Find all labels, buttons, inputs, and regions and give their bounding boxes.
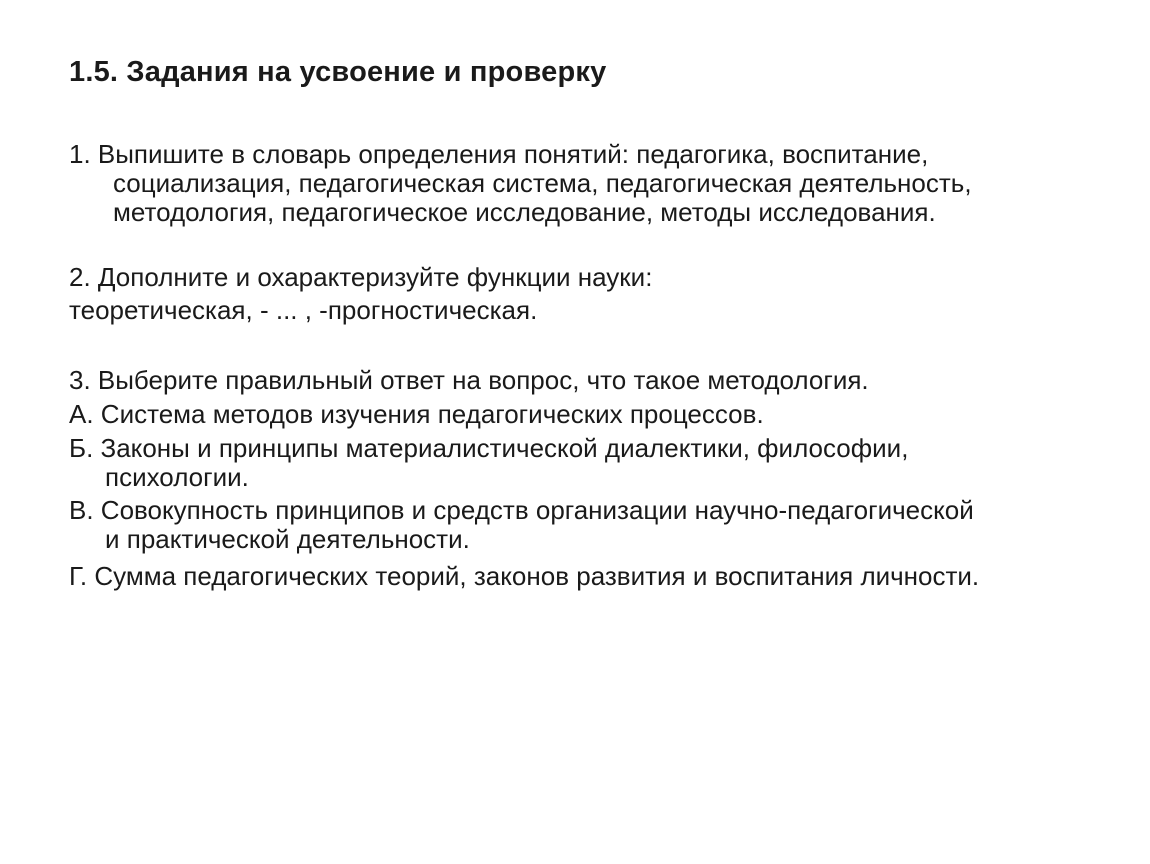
page-title: 1.5. Задания на усвоение и проверку bbox=[69, 56, 607, 88]
task-2 bbox=[69, 263, 652, 292]
task-2-line-2: теоретическая, - ... , -прогностическая. bbox=[69, 295, 538, 325]
answer-option-a-text: А. Система методов изучения педагогических процессов. bbox=[69, 399, 764, 429]
task-1-line-2: социализация, педагогическая система, педагогическая деятельность, bbox=[113, 168, 972, 198]
answer-option-b-line-2: психологии. bbox=[105, 462, 249, 492]
task-2-line-1: 2. Дополните и охарактеризуйте функции науки: bbox=[69, 262, 653, 292]
task-1-line-3: методология, педагогическое исследование, методы исследования. bbox=[113, 197, 936, 227]
answer-option-b bbox=[69, 434, 908, 492]
task-3-question-text: 3. Выберите правильный ответ на вопрос, что такое методология. bbox=[69, 365, 869, 395]
answer-option-a bbox=[69, 400, 764, 429]
answer-option-b-line-1: Б. Законы и принципы материалистической диалектики, философии, bbox=[69, 433, 909, 463]
answer-option-v-line-2: и практической деятельности. bbox=[105, 524, 470, 554]
answer-option-g-text: Г. Сумма педагогических теорий, законов развития и воспитания личности. bbox=[69, 561, 980, 591]
task-1 bbox=[69, 140, 972, 227]
answer-option-g bbox=[69, 562, 979, 591]
answer-option-v-line-1: В. Совокупность принципов и средств организации научно-педагогической bbox=[69, 495, 974, 525]
task-2-continuation bbox=[69, 296, 537, 325]
task-1-line-1: 1. Выпишите в словарь определения понятий: педагогика, воспитание, bbox=[69, 139, 929, 169]
task-3-question bbox=[69, 366, 869, 395]
answer-option-v bbox=[69, 496, 974, 554]
